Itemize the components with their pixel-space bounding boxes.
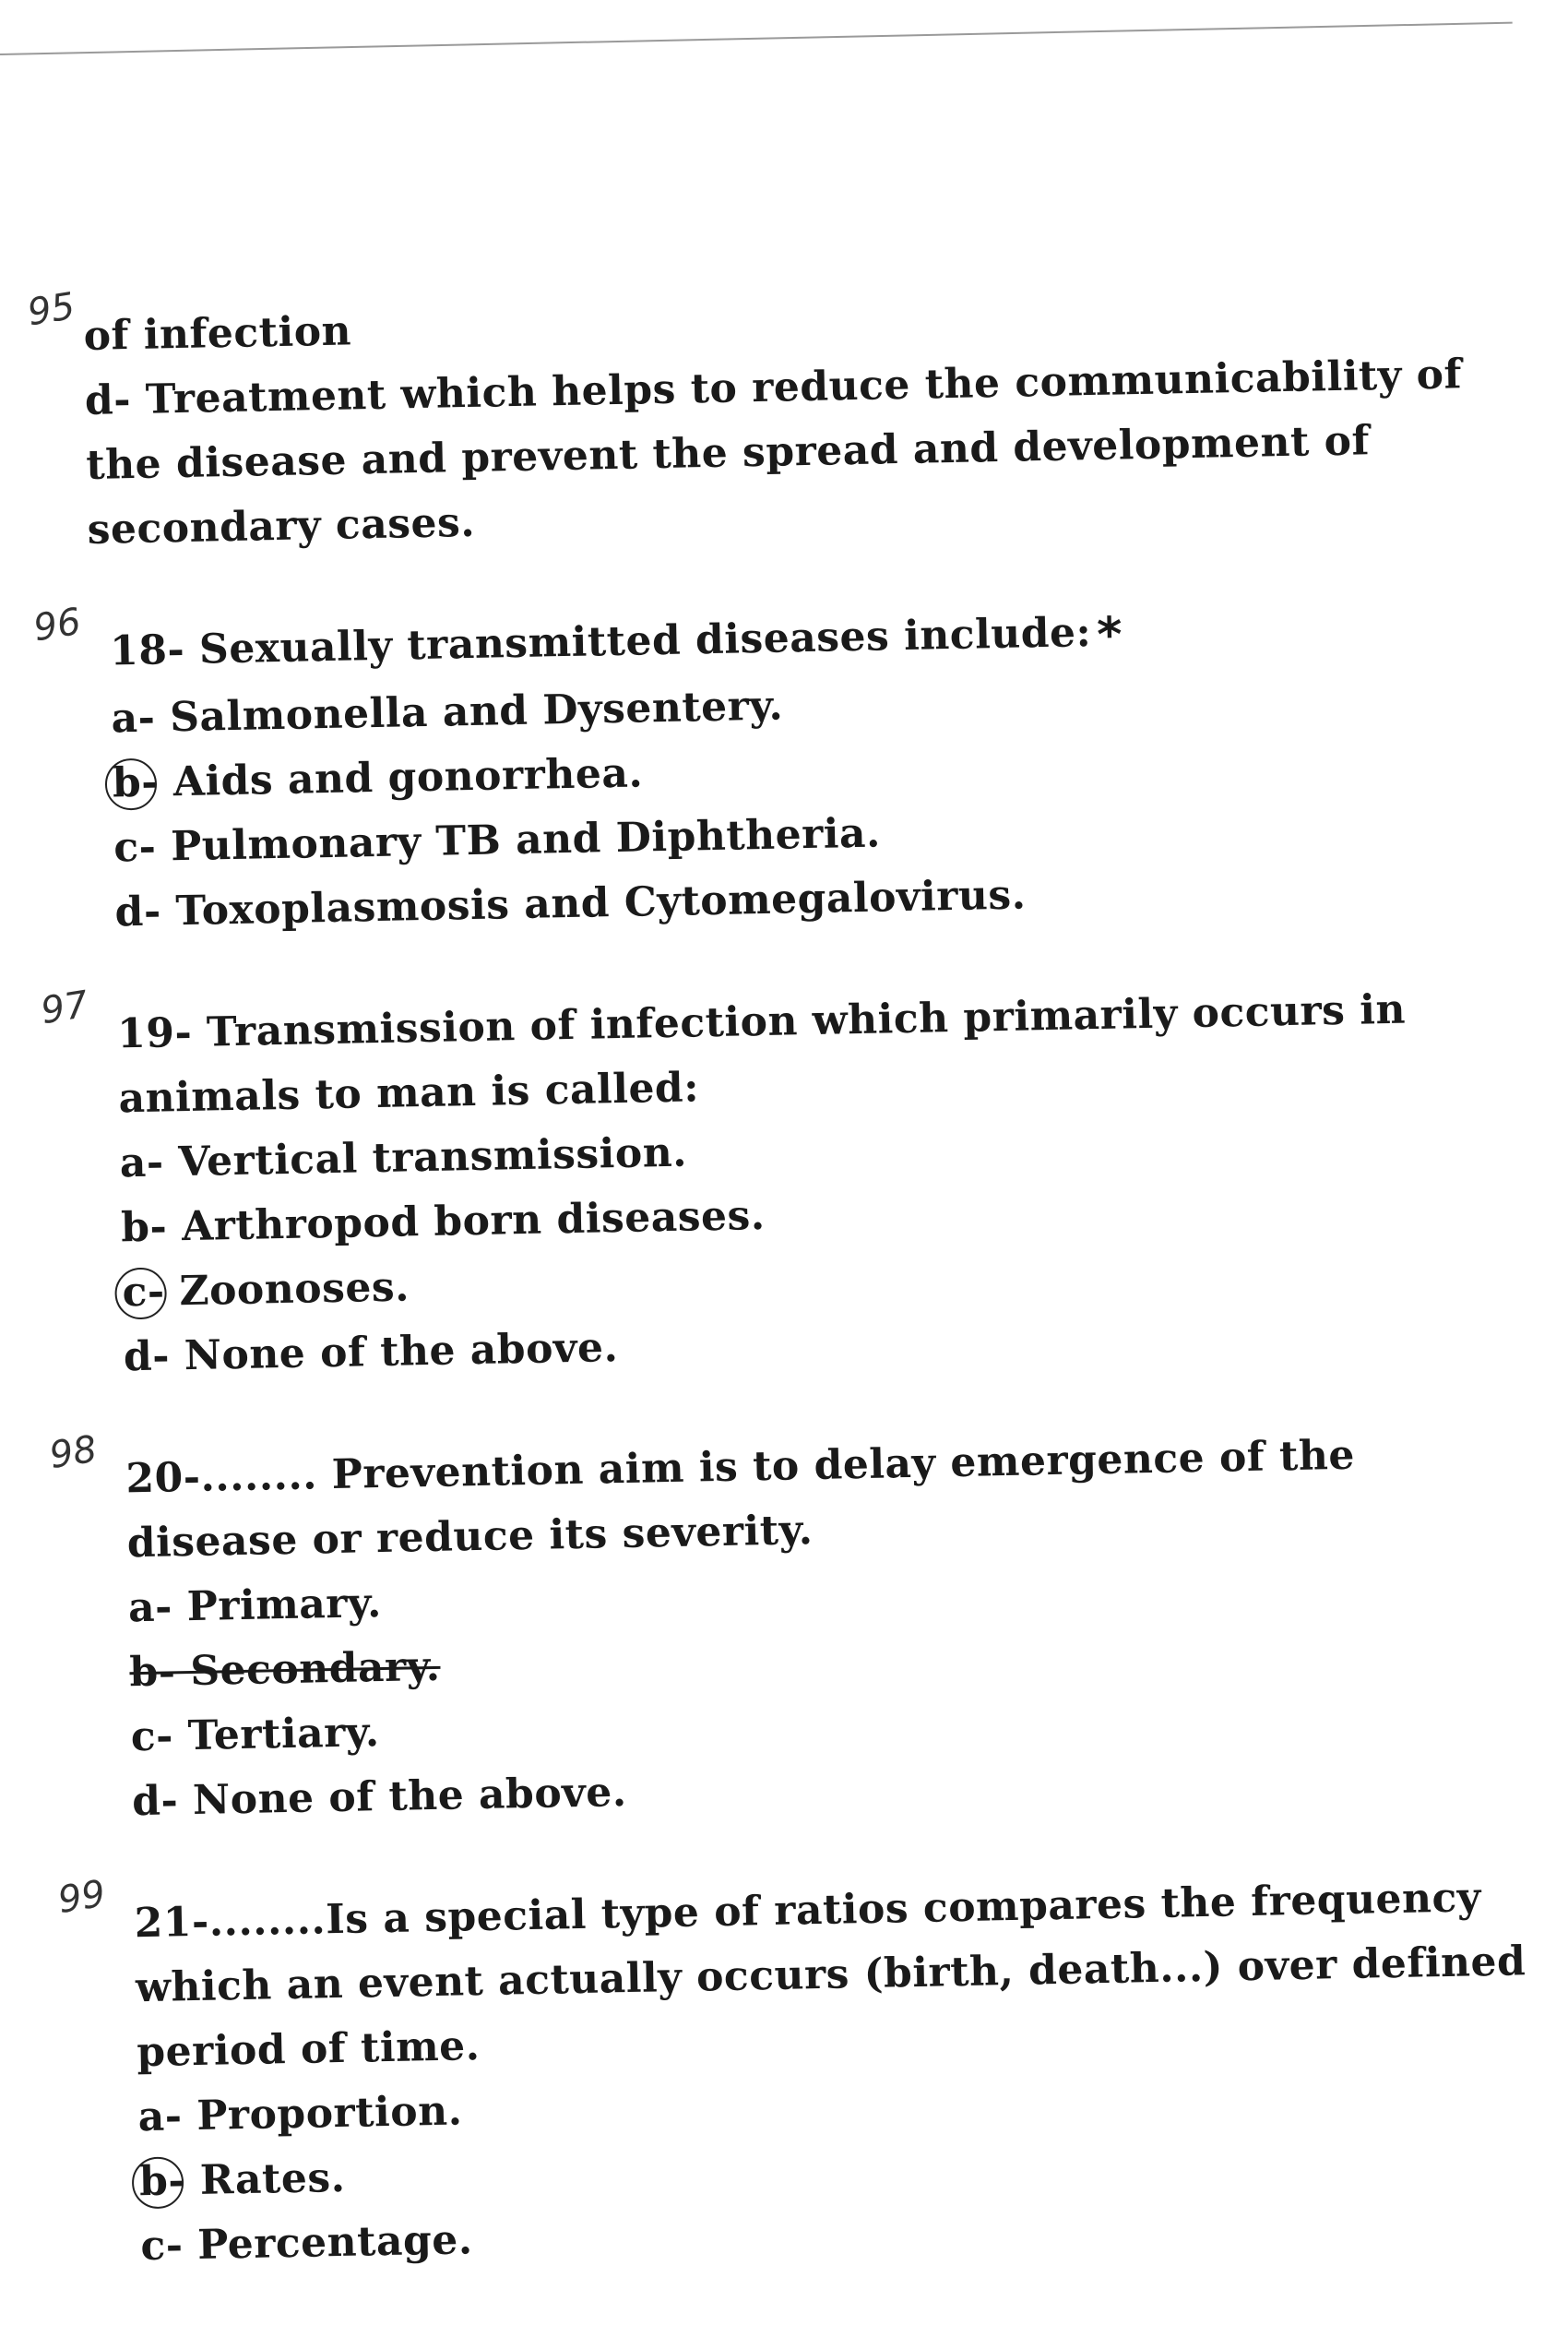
answer-strike-mark: b- Secondary. — [128, 1642, 441, 1696]
option-d: d- None of the above. — [123, 1323, 619, 1380]
margin-note: 97 — [38, 983, 91, 1032]
option-a: a- Primary. — [127, 1579, 383, 1631]
question-18 — [30, 593, 1479, 945]
option-text: c- Zoonoses. — [122, 1262, 410, 1316]
question-stem: 21-........Is a special type of ratios compares the frequency — [134, 1873, 1482, 1947]
option-text: b- Aids and gonorrhea. — [112, 748, 644, 806]
scan-edge-line — [0, 22, 1513, 55]
question-stem: period of time. — [136, 2021, 481, 2076]
option-d: d- None of the above. — [131, 1768, 627, 1825]
option-a: a- Proportion. — [137, 2086, 463, 2140]
star-mark: * — [1096, 606, 1123, 663]
text-line: d- Treatment which helps to reduce the communicability of — [84, 351, 1463, 424]
answer-circle-mark — [112, 741, 644, 816]
margin-note: 96 — [30, 600, 84, 650]
margin-note: 98 — [46, 1427, 101, 1477]
option-text: b- Rates. — [138, 2153, 346, 2205]
question-stem: 19- Transmission of infection which primarily occurs in — [116, 985, 1407, 1057]
question-stem: 20-........ Prevention aim is to delay emergence of the — [125, 1431, 1356, 1502]
answer-circle-mark — [122, 1255, 410, 1325]
option-d: d- Toxoplasmosis and Cytomegalovirus. — [114, 870, 1027, 936]
stem-text: 18- Sexually transmitted diseases include: — [109, 609, 1092, 675]
option-a: a- Salmonella and Dysentery. — [111, 682, 784, 742]
text-line: of infection — [83, 307, 352, 360]
margin-note: 95 — [24, 284, 78, 335]
question-21 — [54, 1865, 1526, 2279]
question-19 — [38, 976, 1488, 1390]
text-line: secondary cases. — [87, 498, 476, 554]
question-stem: disease or reduce its severity. — [126, 1506, 814, 1567]
margin-note: 99 — [54, 1872, 109, 1922]
option-b: b- Arthropod born diseases. — [120, 1191, 766, 1251]
option-c: c- Tertiary. — [130, 1708, 381, 1760]
partial-block — [24, 278, 1471, 563]
exam-page — [24, 278, 1526, 2336]
answer-circle-mark — [138, 2145, 346, 2213]
question-stem: which an event actually occurs (birth, death...) over defined — [135, 1937, 1526, 2011]
question-20 — [46, 1420, 1496, 1834]
question-stem: animals to man is called: — [118, 1063, 700, 1122]
text-line: the disease and prevent the spread and development of — [85, 417, 1371, 489]
option-a: a- Vertical transmission. — [119, 1128, 688, 1186]
option-c: c- Pulmonary TB and Diphtheria. — [113, 809, 882, 871]
option-c: c- Percentage. — [139, 2215, 473, 2270]
